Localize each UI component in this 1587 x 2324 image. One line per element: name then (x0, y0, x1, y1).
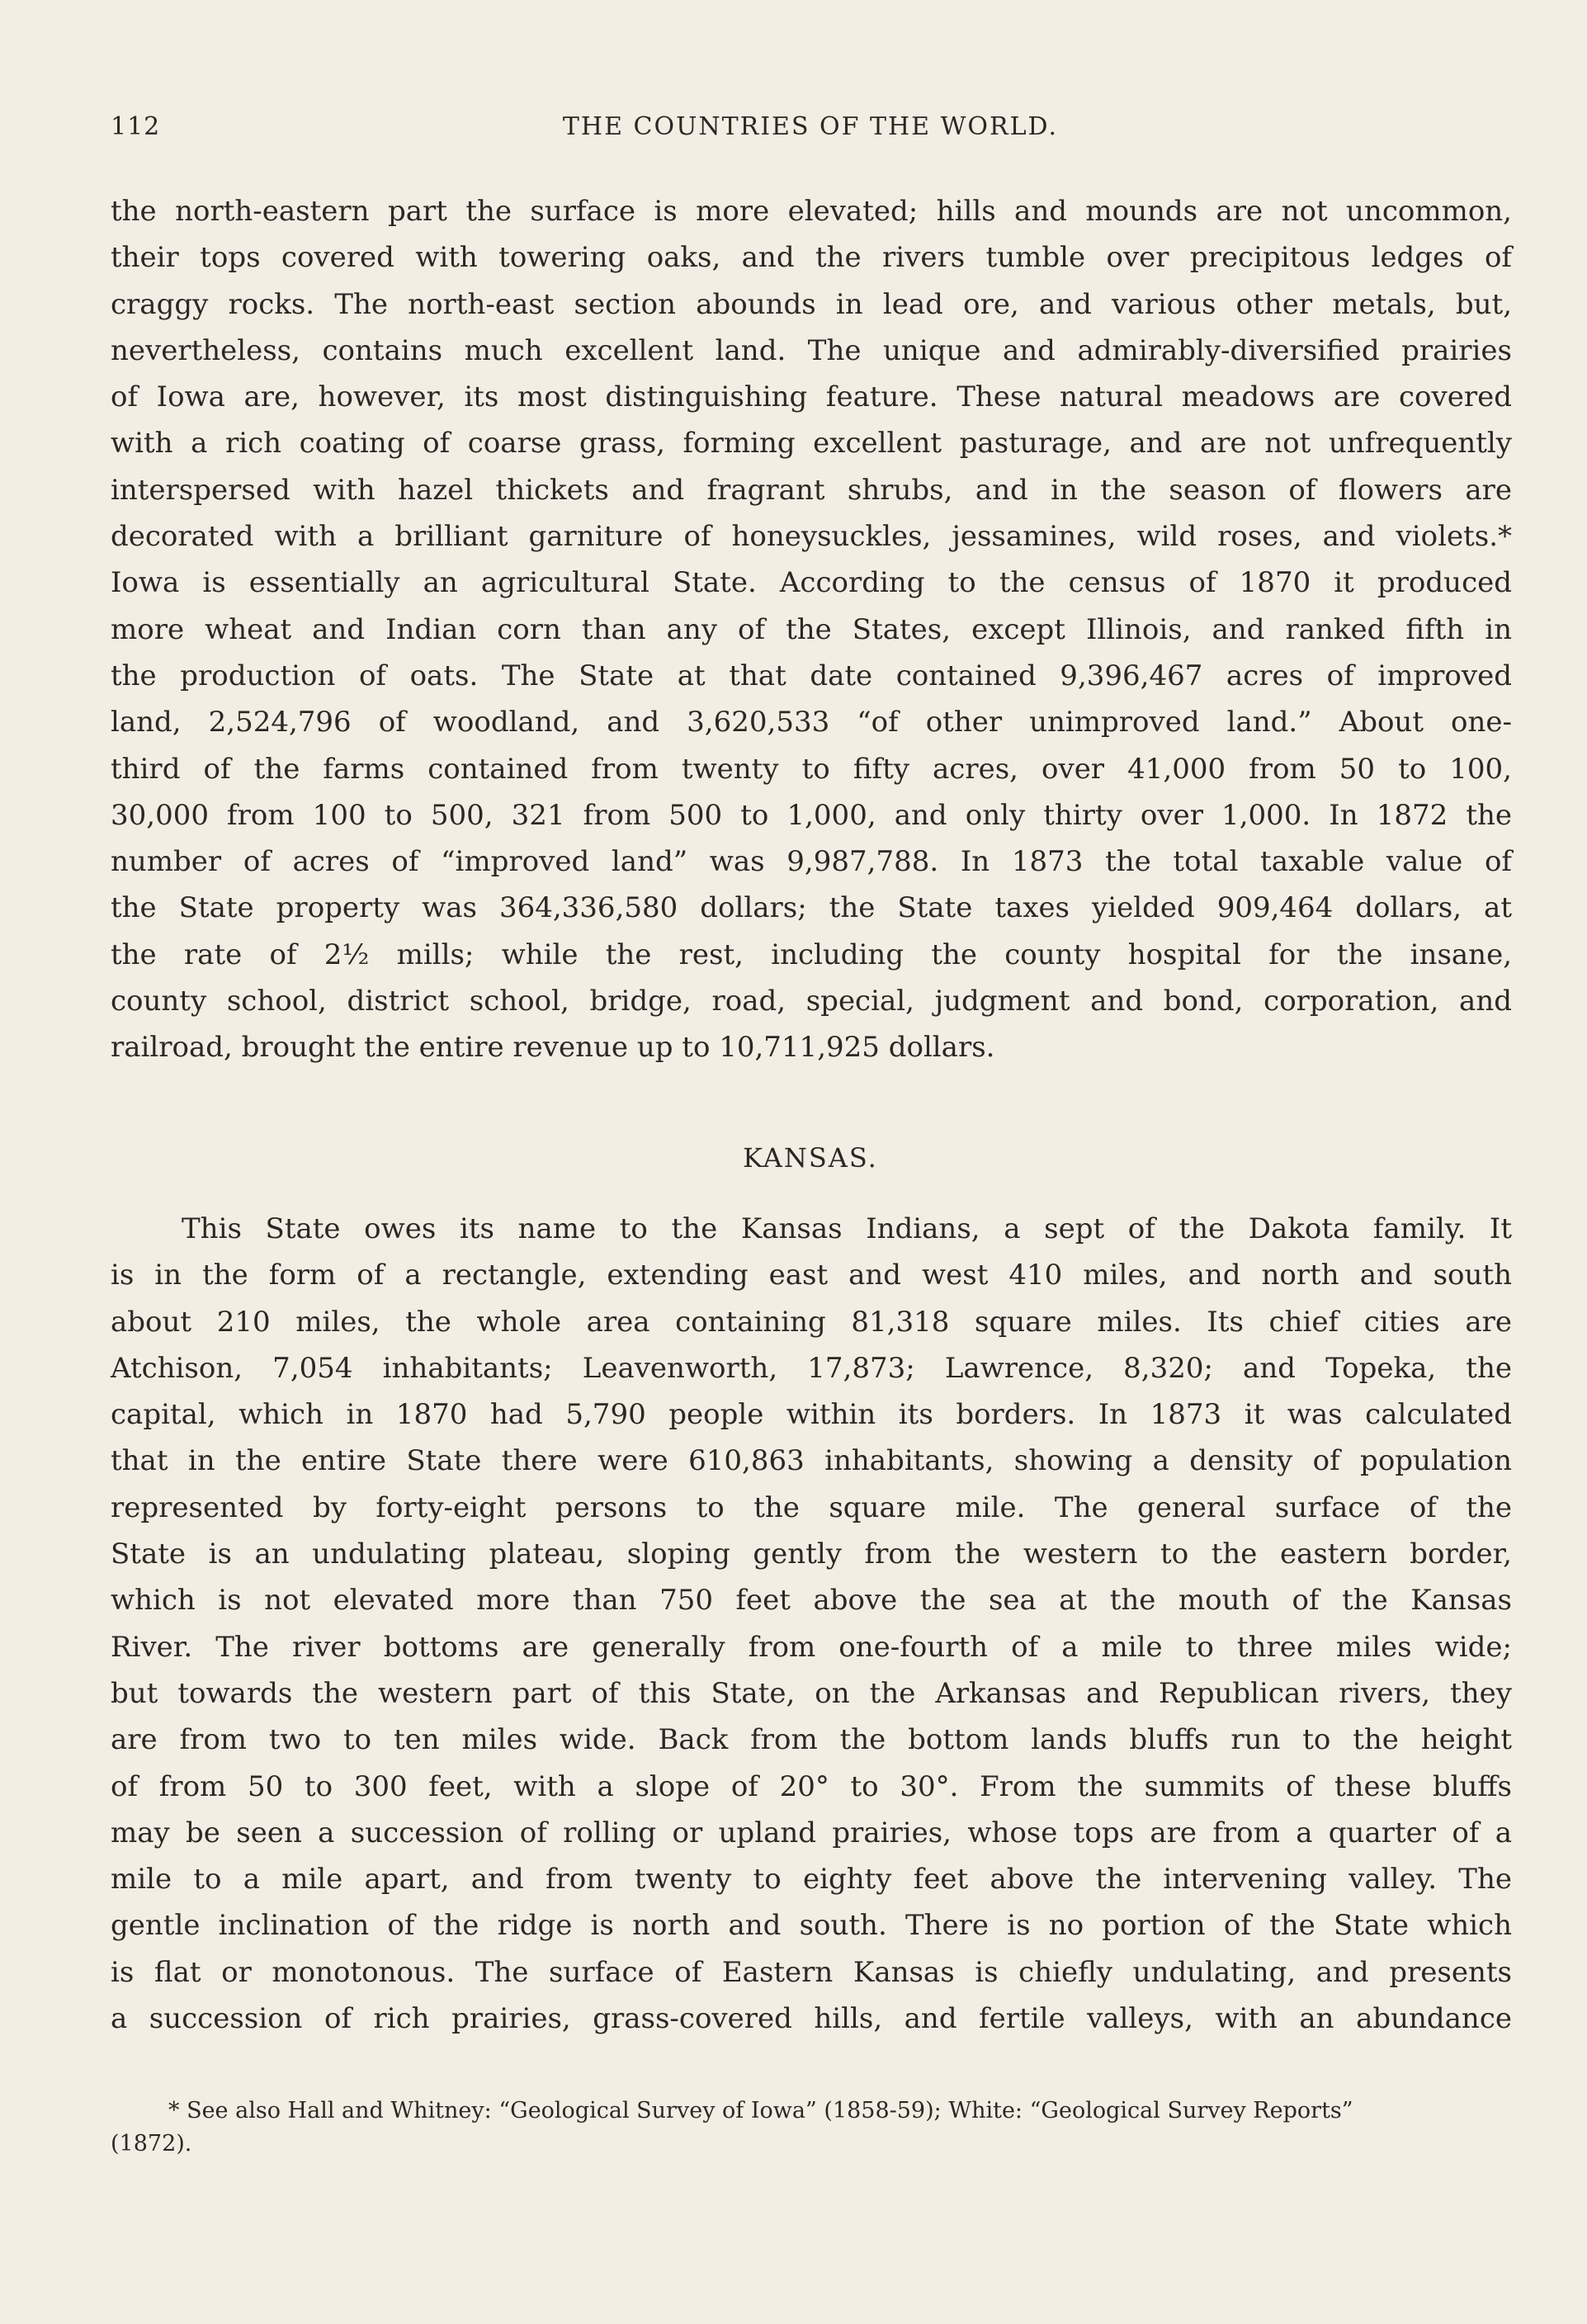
text-line: gentle inclination of the ridge is north and south. There is no portion of the State which (111, 1909, 1512, 1943)
page-number: 112 (111, 112, 161, 141)
text-line: are from two to ten miles wide. Back from the bottom lands bluffs run to the height (111, 1723, 1512, 1757)
text-line: third of the farms contained from twenty to fifty acres, over 41,000 from 50 to 100, (111, 752, 1512, 786)
text-line: is flat or monotonous. The surface of Eastern Kansas is chiefly undulating, and presents (111, 1955, 1512, 1989)
text-line: mile to a mile apart, and from twenty to eighty feet above the intervening valley. The (111, 1863, 1512, 1897)
text-line: with a rich coating of coarse grass, forming excellent pasturage, and are not unfrequently (111, 427, 1512, 461)
kansas-text-block (111, 1206, 1512, 2042)
text-line-content: This State owes its name to the Kansas Indians, a sept of the Dakota family. It (182, 1212, 1512, 1245)
text-line: railroad, brought the entire revenue up to 10,711,925 dollars. (111, 1031, 995, 1065)
iowa-text-block (111, 188, 1512, 1071)
text-line: is in the form of a rectangle, extending east and west 410 miles, and north and south (111, 1259, 1512, 1292)
text-line: the production of oats. The State at that date contained 9,396,467 acres of improved (111, 659, 1512, 692)
text-line: the State property was 364,336,580 dollars; the State taxes yielded 909,464 dollars, at (111, 891, 1512, 925)
text-line: more wheat and Indian corn than any of the States, except Illinois, and ranked fifth in (111, 612, 1512, 646)
text-line: capital, which in 1870 had 5,790 people within its borders. In 1873 it was calculated (111, 1398, 1512, 1432)
text-line: their tops covered with towering oaks, and the rivers tumble over precipitous ledges of (111, 241, 1512, 275)
text-line: nevertheless, contains much excellent land. The unique and admirably-diversified prairies (111, 333, 1512, 367)
footnote (111, 2095, 1510, 2161)
text-line: River. The river bottoms are generally from one-fourth of a mile to three miles wide; (111, 1630, 1512, 1664)
text-line: about 210 miles, the whole area containing 81,318 square miles. Its chief cities are (111, 1305, 1512, 1339)
text-line: of Iowa are, however, its most distinguishing feature. These natural meadows are covered (111, 380, 1512, 414)
text-line-first (111, 1206, 1512, 1252)
running-head (111, 112, 1510, 145)
text-line: 30,000 from 100 to 500, 321 from 500 to 1,000, and only thirty over 1,000. In 1872 the (111, 798, 1512, 832)
running-title: THE COUNTRIES OF THE WORLD. (562, 112, 1059, 141)
text-line: which is not elevated more than 750 feet above the sea at the mouth of the Kansas (111, 1584, 1512, 1618)
text-line: a succession of rich prairies, grass-covered hills, and fertile valleys, with an abundance (111, 2002, 1512, 2036)
footnote-line: (1872). (111, 2131, 192, 2156)
text-line: of from 50 to 300 feet, with a slope of 20° to 30°. From the summits of these bluffs (111, 1769, 1512, 1803)
text-line: represented by forty-eight persons to the square mile. The general surface of the (111, 1490, 1512, 1524)
text-line: may be seen a succession of rolling or upland prairies, whose tops are from a quarter of a (111, 1816, 1512, 1849)
text-line: Iowa is essentially an agricultural State. According to the census of 1870 it produced (111, 566, 1512, 600)
text-line: decorated with a brilliant garniture of honeysuckles, jessamines, wild roses, and violets.* (111, 520, 1512, 554)
text-line: interspersed with hazel thickets and fragrant shrubs, and in the season of flowers are (111, 473, 1512, 507)
footnote-line: * See also Hall and Whitney: “Geological Survey of Iowa” (1858-59); White: “Geological Survey Reports” (168, 2098, 1353, 2123)
text-line: number of acres of “improved land” was 9,987,788. In 1873 the total taxable value of (111, 845, 1512, 879)
text-line: that in the entire State there were 610,863 inhabitants, showing a density of population (111, 1444, 1512, 1478)
text-line: the north-eastern part the surface is more elevated; hills and mounds are not uncommon, (111, 195, 1512, 228)
text-line: land, 2,524,796 of woodland, and 3,620,533 “of other unimproved land.” About one- (111, 706, 1512, 739)
text-line: the rate of 2½ mills; while the rest, including the county hospital for the insane, (111, 938, 1512, 971)
text-line: county school, district school, bridge, road, special, judgment and bond, corporation, and (111, 985, 1512, 1018)
text-line: Atchison, 7,054 inhabitants; Leavenworth, 17,873; Lawrence, 8,320; and Topeka, the (111, 1351, 1512, 1385)
text-line: State is an undulating plateau, sloping gently from the western to the eastern border, (111, 1538, 1512, 1571)
text-line: but towards the western part of this State, on the Arkansas and Republican rivers, they (111, 1676, 1512, 1710)
text-line: craggy rocks. The north-east section abounds in lead ore, and various other metals, but, (111, 287, 1512, 321)
section-heading-kansas: KANSAS. (743, 1142, 878, 1174)
